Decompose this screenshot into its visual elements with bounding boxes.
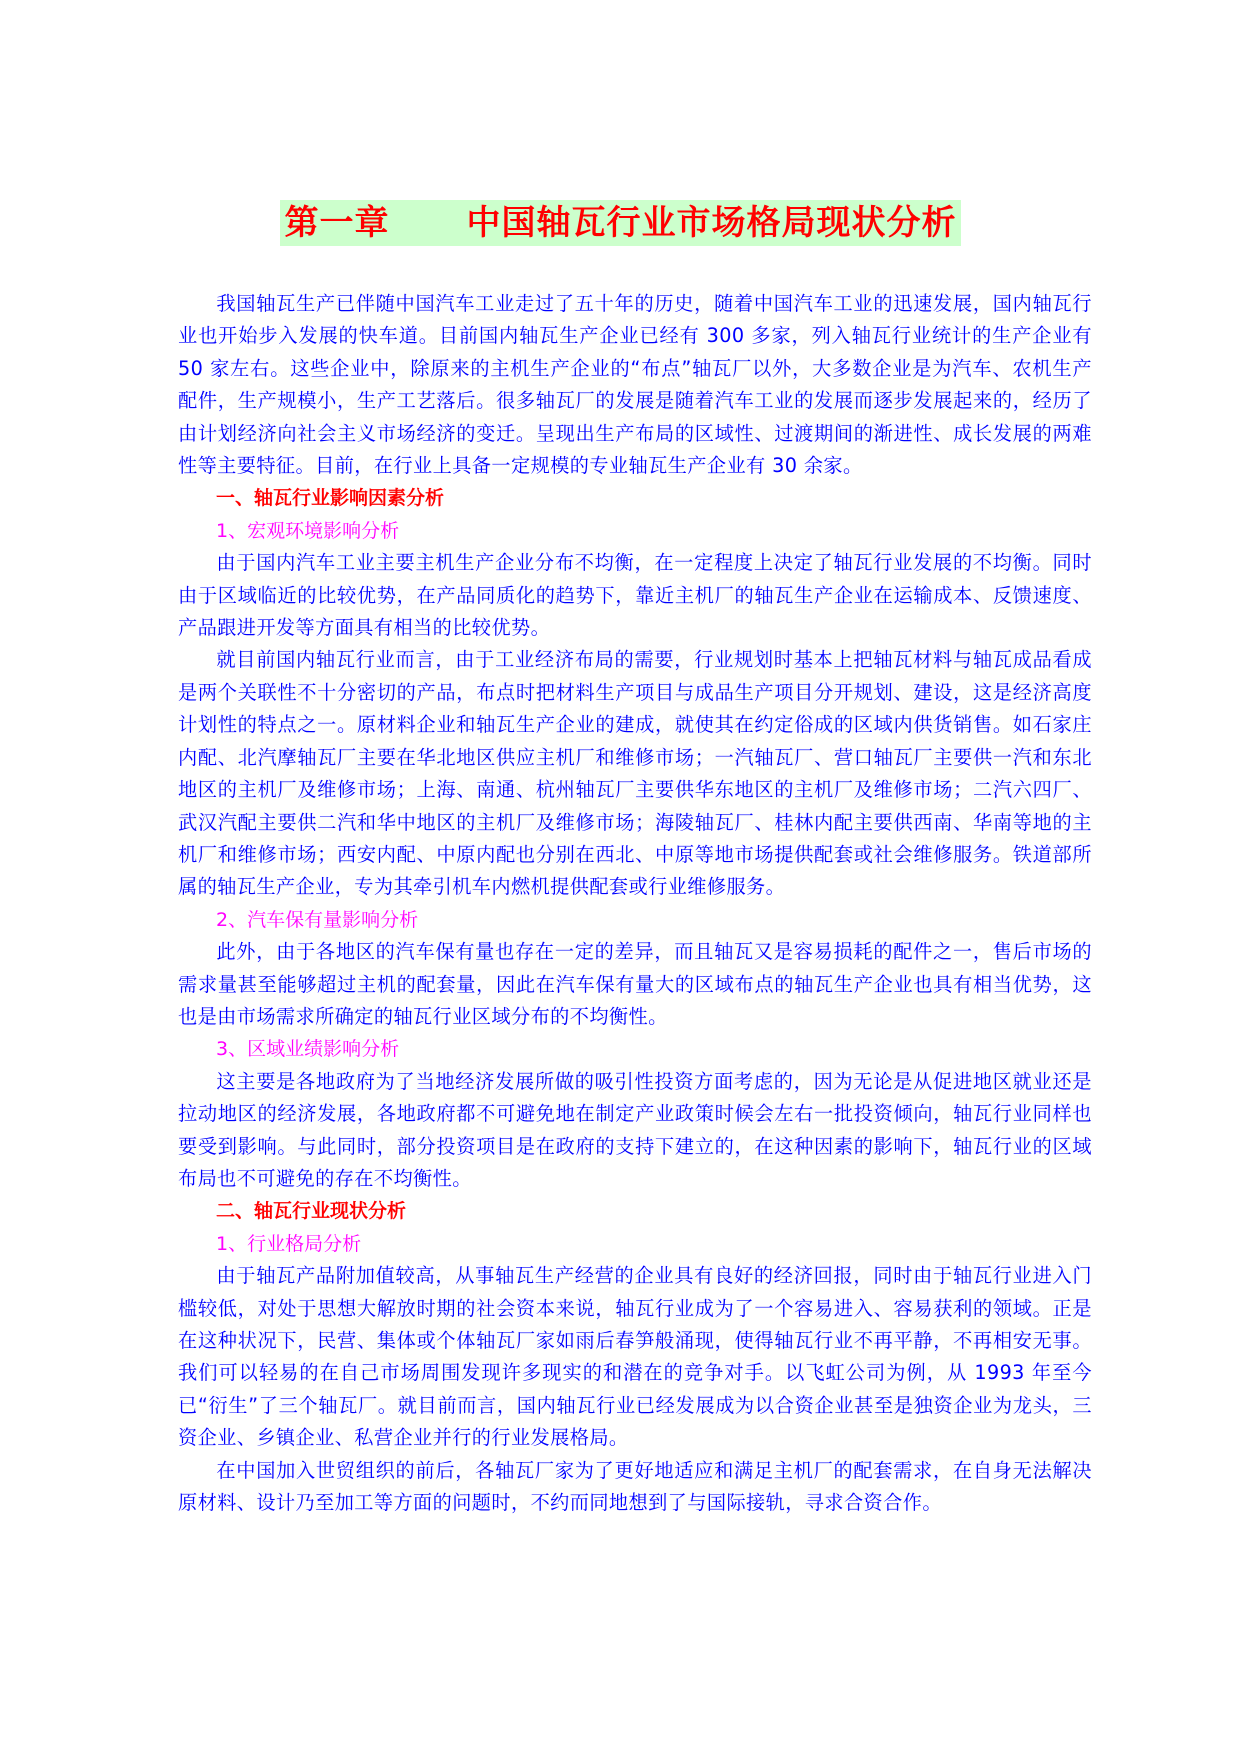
paragraph: 由于国内汽车工业主要主机生产企业分布不均衡，在一定程度上决定了轴瓦行业发展的不均衡。同时由于区域临近的比较优势，在产品同质化的趋势下，靠近主机厂的轴瓦生产企业在运输成本、反馈速度、产品跟进开发等方面具有相当的比较优势。 — [178, 551, 1092, 640]
section-heading-1: 一、轴瓦行业影响因素分析 — [216, 487, 445, 510]
subsection-heading-1-1: 1、宏观环境影响分析 — [216, 519, 400, 542]
paragraph: 就目前国内轴瓦行业而言，由于工业经济布局的需要，行业规划时基本上把轴瓦材料与轴瓦成品看成是两个关联性不十分密切的产品，布点时把材料生产项目与成品生产项目分开规划、建设，这是经济高度计划性的特点之一。原材料企业和轴瓦生产企业的建成，就使其在约定俗成的区域内供货销售。如石家庄内配、北汽摩轴瓦厂主要在华北地区供应主机厂和维修市场；一汽轴瓦厂、营口轴瓦厂主要供一汽和东北地区的主机厂及维修市场；上海、南通、杭州轴瓦厂主要供华东地区的主机厂及维修市场；二汽六四厂、武汉汽配主要供二汽和华中地区的主机厂及维修市场；海陵轴瓦厂、桂林内配主要供西南、华南等地的主机厂和维修市场；西安内配、中原内配也分别在西北、中原等地市场提供配套或社会维修服务。铁道部所属的轴瓦生产企业，专为其牵引机车内燃机提供配套或行业维修服务。 — [178, 648, 1092, 899]
subsection-heading-2-1: 1、行业格局分析 — [216, 1232, 362, 1255]
paragraph: 这主要是各地政府为了当地经济发展所做的吸引性投资方面考虑的，因为无论是从促进地区就业还是拉动地区的经济发展，各地政府都不可避免地在制定产业政策时候会左右一批投资倾向，轴瓦行业同样也要受到影响。与此同时，部分投资项目是在政府的支持下建立的，在这种因素的影响下，轴瓦行业的区域布局也不可避免的存在不均衡性。 — [178, 1069, 1092, 1190]
paragraph-intro: 我国轴瓦生产已伴随中国汽车工业走过了五十年的历史，随着中国汽车工业的迅速发展，国内轴瓦行业也开始步入发展的快车道。目前国内轴瓦生产企业已经有 300 多家，列入轴瓦行业统计的生产企业有 50 家左右。这些企业中，除原来的主机生产企业的“布点”轴瓦厂以外，大多数企业是为汽车、农机生产配件，生产规模小，生产工艺落后。很多轴瓦厂的发展是随着汽车工业的发展而逐步发展起来的，经历了由计划经济向社会主义市场经济的变迁。呈现出生产布局的区域性、过渡期间的渐进性、成长发展的两难性等主要特征。目前，在行业上具备一定规模的专业轴瓦生产企业有 30 余家。 — [178, 292, 1092, 478]
title-wrap — [0, 200, 1241, 246]
subsection-heading-1-2: 2、汽车保有量影响分析 — [216, 908, 419, 931]
section-heading-2: 二、轴瓦行业现状分析 — [216, 1200, 407, 1223]
paragraph: 此外，由于各地区的汽车保有量也存在一定的差异，而且轴瓦又是容易损耗的配件之一，售后市场的需求量甚至能够超过主机的配套量，因此在汽车保有量大的区域布点的轴瓦生产企业也具有相当优势，这也是由市场需求所确定的轴瓦行业区域分布的不均衡性。 — [178, 940, 1092, 1028]
chapter-title: 第一章 中国轴瓦行业市场格局现状分析 — [280, 200, 960, 246]
paragraph: 由于轴瓦产品附加值较高，从事轴瓦生产经营的企业具有良好的经济回报，同时由于轴瓦行业进入门槛较低，对处于思想大解放时期的社会资本来说，轴瓦行业成为了一个容易进入、容易获利的领域。正是在这种状况下，民营、集体或个体轴瓦厂家如雨后春笋般涌现，使得轴瓦行业不再平静，不再相安无事。我们可以轻易的在自己市场周围发现许多现实的和潜在的竞争对手。以飞虹公司为例，从 1993 年至今已“衍生”了三个轴瓦厂。就目前而言，国内轴瓦行业已经发展成为以合资企业甚至是独资企业为龙头，三资企业、乡镇企业、私营企业并行的行业发展格局。 — [178, 1264, 1092, 1450]
subsection-heading-1-3: 3、区域业绩影响分析 — [216, 1038, 400, 1061]
document-body — [178, 288, 1092, 1519]
paragraph: 在中国加入世贸组织的前后，各轴瓦厂家为了更好地适应和满足主机厂的配套需求，在自身无法解决原材料、设计乃至加工等方面的问题时，不约而同地想到了与国际接轨，寻求合资合作。 — [178, 1458, 1092, 1515]
